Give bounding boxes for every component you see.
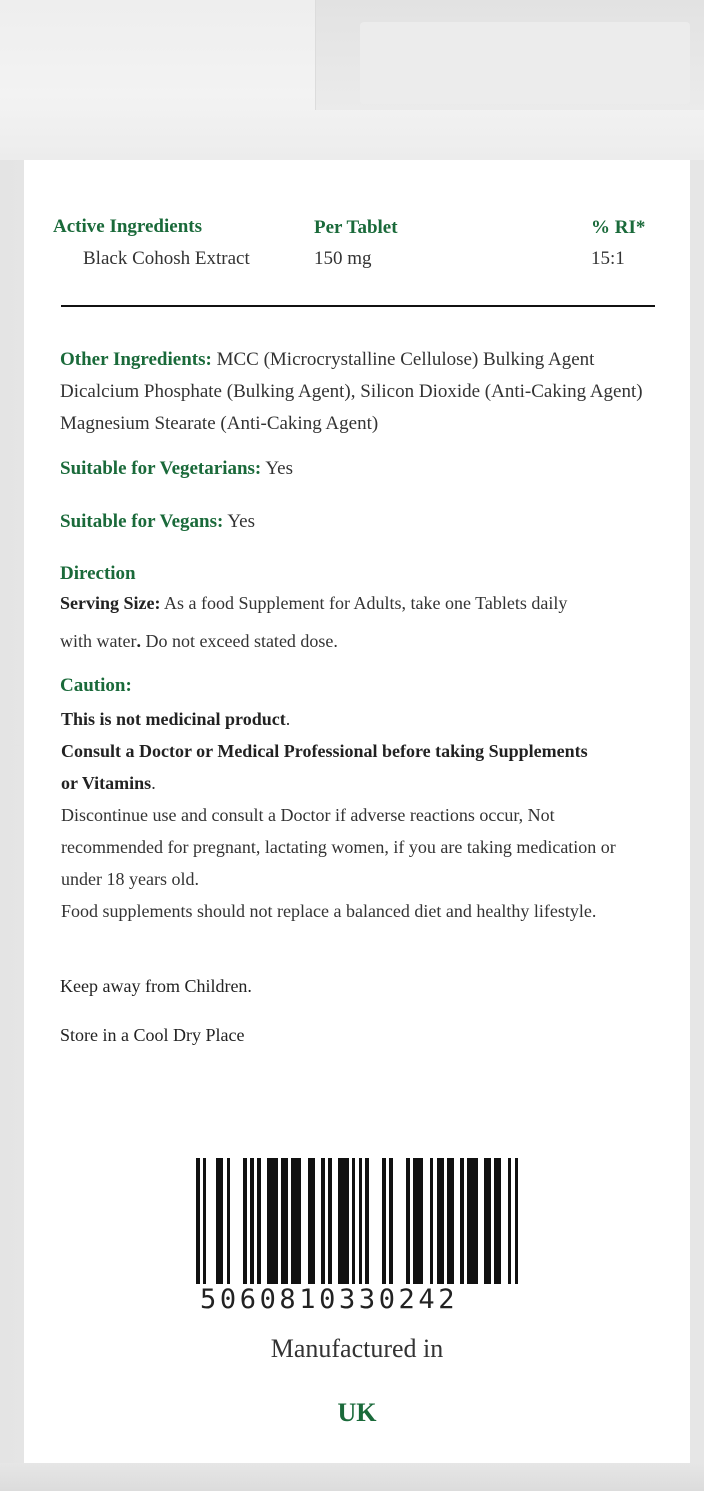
serving-text1: As a food Supplement for Adults, take one Tablets daily: [164, 593, 568, 613]
barcode-bar: [328, 1158, 332, 1284]
serving-size-label: Serving Size:: [60, 593, 161, 613]
barcode-bar: [498, 1158, 502, 1284]
serving-text2b: Do not exceed stated dose.: [140, 631, 338, 651]
header-ri: % RI*: [591, 217, 646, 238]
barcode-bar: [243, 1158, 247, 1284]
barcode-digits: 5060810330242: [200, 1284, 459, 1315]
barcode-bar: [487, 1158, 491, 1284]
vegetarian-value: Yes: [265, 458, 293, 479]
barcode-bar: [311, 1158, 315, 1284]
keep-away-children: Keep away from Children.: [60, 976, 252, 996]
caution-or-vitamins: or Vitamins: [61, 773, 152, 793]
barcode-bar: [382, 1158, 386, 1284]
barcode-bar: [460, 1158, 464, 1284]
barcode-bar: [274, 1158, 278, 1284]
caution-heading: Caution:: [60, 675, 132, 696]
direction-heading: Direction: [60, 563, 136, 584]
store-cool-dry: Store in a Cool Dry Place: [60, 1025, 245, 1045]
caution-not-medicinal: This is not medicinal product: [61, 709, 286, 729]
caution-para-line3: under 18 years old.: [61, 869, 199, 889]
barcode-bar: [474, 1158, 478, 1284]
caution-bold1: [61, 709, 290, 730]
other-ingredients-label: Other Ingredients:: [60, 349, 212, 370]
barcode-bar: [196, 1158, 200, 1284]
other-ingredients-line3: Magnesium Stearate (Anti-Caking Agent): [60, 413, 379, 434]
barcode-bar: [257, 1158, 261, 1284]
vegan-value: Yes: [227, 511, 255, 532]
barcode-bar: [365, 1158, 369, 1284]
vegetarian-row: [60, 458, 293, 480]
other-ingredients-line1: [60, 349, 594, 371]
caution-para-line1: Discontinue use and consult a Doctor if adverse reactions occur, Not: [61, 805, 555, 825]
serving-text2a: with water: [60, 631, 137, 651]
ingredient-ri: 15:1: [591, 248, 625, 269]
pouch-bottom-seal: [0, 1463, 704, 1491]
caution-consult-line1: Consult a Doctor or Medical Professional before taking Supplements: [61, 741, 588, 761]
caution-para-line4: Food supplements should not replace a balanced diet and healthy lifestyle.: [61, 901, 597, 921]
ingredient-amount: 150 mg: [314, 248, 372, 269]
pouch-notch: [360, 22, 690, 104]
barcode-bar: [406, 1158, 410, 1284]
barcode-bar: [250, 1158, 254, 1284]
barcode: [196, 1158, 518, 1284]
caution-bold2-end: .: [151, 773, 156, 793]
barcode-bar: [508, 1158, 512, 1284]
product-label: [24, 160, 690, 1463]
barcode-bar: [359, 1158, 363, 1284]
barcode-bar: [450, 1158, 454, 1284]
barcode-bar: [345, 1158, 349, 1284]
table-divider: [61, 305, 655, 307]
serving-line1: [60, 593, 567, 614]
barcode-bar: [430, 1158, 434, 1284]
ingredient-name: Black Cohosh Extract: [83, 248, 250, 269]
caution-consult-line2: [61, 773, 156, 794]
barcode-bar: [321, 1158, 325, 1284]
manufactured-in: Manufactured in: [270, 1334, 444, 1363]
barcode-bar: [220, 1158, 224, 1284]
vegan-label: Suitable for Vegans:: [60, 511, 224, 532]
header-per-tablet: Per Tablet: [314, 217, 398, 238]
barcode-bar: [440, 1158, 444, 1284]
caution-bold1-end: .: [285, 709, 291, 729]
barcode-bar: [420, 1158, 424, 1284]
barcode-bar: [298, 1158, 302, 1284]
origin-country: UK: [337, 1398, 377, 1427]
barcode-bar: [284, 1158, 288, 1284]
serving-text2-dot: .: [136, 631, 141, 651]
vegan-row: [60, 511, 255, 533]
barcode-bar: [352, 1158, 356, 1284]
header-active-ingredients: Active Ingredients: [53, 216, 202, 237]
vegetarian-label: Suitable for Vegetarians:: [60, 458, 262, 479]
barcode-bar: [389, 1158, 393, 1284]
barcode-bar: [515, 1158, 519, 1284]
barcode-bar: [203, 1158, 207, 1284]
serving-line2: [60, 631, 338, 652]
barcode-bar: [227, 1158, 231, 1284]
other-ingredients-line2: Dicalcium Phosphate (Bulking Agent), Silicon Dioxide (Anti-Caking Agent): [60, 381, 643, 402]
pouch-top-seal: [0, 0, 704, 160]
other-ingredients-text1: MCC (Microcrystalline Cellulose) Bulking Agent: [216, 349, 595, 370]
caution-para-line2: recommended for pregnant, lactating women, if you are taking medication or: [61, 837, 616, 857]
